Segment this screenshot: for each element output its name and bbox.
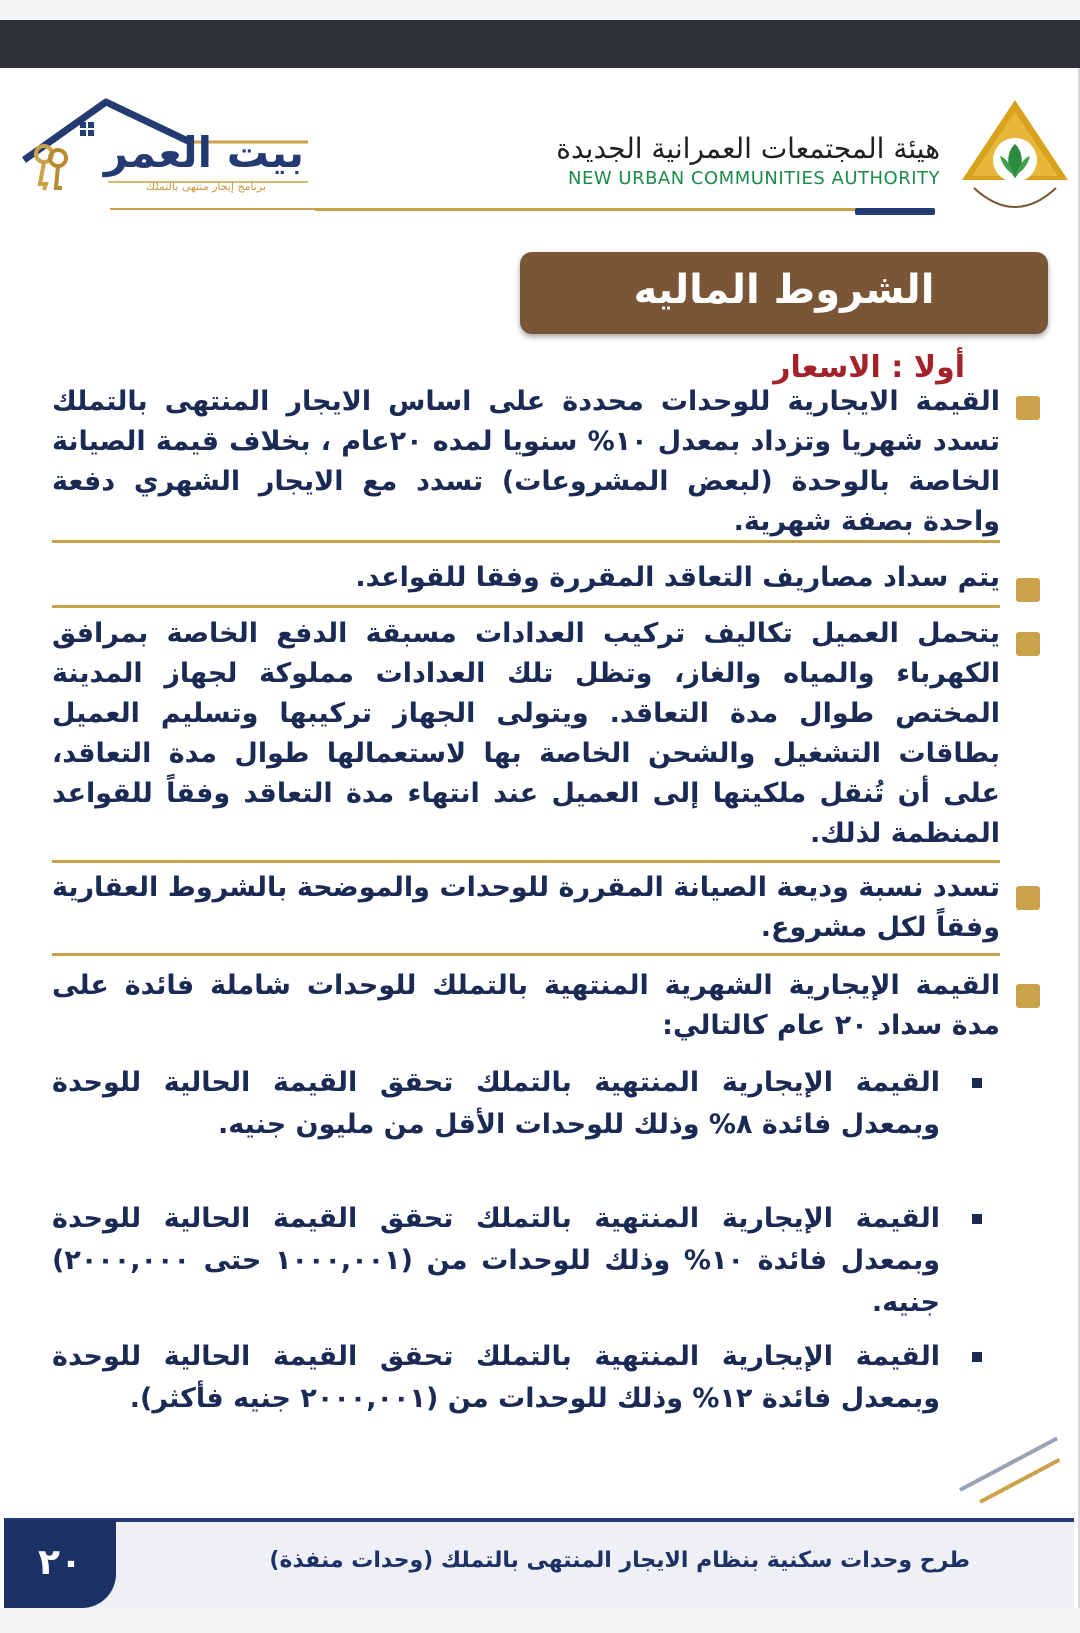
page-number: ٢٠ <box>38 1542 82 1583</box>
bullet-icon <box>1016 578 1040 602</box>
page-title: الشروط الماليه <box>633 267 935 313</box>
footer-text: طرح وحدات سكنية بنظام الايجار المنتهى بالتملك (وحدات منفذة) <box>269 1548 970 1573</box>
paragraph-contract-fees: يتم سداد مصاريف التعاقد المقررة وفقا للقواعد. <box>355 562 1000 593</box>
authority-name-ar: هيئة المجتمعات العمرانية الجديدة <box>556 132 940 165</box>
bottom-strip <box>0 1608 1080 1633</box>
divider <box>52 953 1000 956</box>
top-strip <box>0 0 1080 20</box>
sub-item-rate-8: القيمة الإيجارية المنتهية بالتملك تحقق القيمة الحالية للوحدة وبمعدل فائدة ٨% وذلك للوحدات الأقل من مليون جنيه. <box>52 1067 940 1140</box>
bullet-icon <box>1016 984 1040 1008</box>
bullet-icon <box>1016 396 1040 420</box>
header-divider <box>315 208 875 211</box>
divider <box>52 860 1000 863</box>
paragraph-maintenance-deposit: تسدد نسبة وديعة الصيانة المقررة للوحدات والموضحة بالشروط العقارية وفقاً لكل مشروع. <box>52 872 1000 943</box>
nuca-seal-icon <box>960 98 1070 228</box>
nuca-logo <box>960 98 1070 228</box>
top-bar <box>0 20 1080 68</box>
brand-title: بيت العمر <box>103 128 305 177</box>
paragraph-monthly-rent: القيمة الإيجارية الشهرية المنتهية بالتملك للوحدات شاملة فائدة على مدة سداد ٢٠ عام كالتالي: <box>52 970 1000 1041</box>
decorative-line <box>979 1458 1060 1504</box>
sub-bullet-icon <box>972 1214 982 1224</box>
sub-bullet-icon <box>972 1352 982 1362</box>
divider <box>52 605 1000 608</box>
page-number-box <box>4 1520 116 1608</box>
sub-item-rate-10: القيمة الإيجارية المنتهية بالتملك تحقق القيمة الحالية للوحدة وبمعدل فائدة ١٠% وذلك للوحدات من (١٠٠٠,٠٠١ حتى ٢٠٠٠,٠٠٠) جنيه. <box>52 1203 940 1318</box>
bullet-icon <box>1016 632 1040 656</box>
brand-subtitle: برنامج إيجار منتهى بالتملك <box>145 180 267 193</box>
header-divider-accent <box>855 208 935 215</box>
header-divider-left <box>110 208 316 210</box>
sub-bullet-icon <box>972 1078 982 1088</box>
paragraph-meters: يتحمل العميل تكاليف تركيب العدادات مسبقة الدفع الخاصة بمرافق الكهرباء والمياه والغاز، وتظل تلك العدادات مملوكة لجهاز المدينة المختص طوال مدة التعاقد. ويتولى الجهاز تركيبها وتسليم العميل بطاقات التشغيل والشحن الخاصة بها لاستعمالها طوال مدة التعاقد، على أن تُنقل ملكيتها إلى العميل عند انتهاء مدة التعاقد وفقاً للقواعد المنظمة لذلك. <box>52 618 1000 849</box>
bullet-icon <box>1016 886 1040 910</box>
divider <box>52 540 1000 543</box>
paragraph-rent-value: القيمة الايجارية للوحدات محددة على اساس الايجار المنتهى بالتملك تسدد شهريا وتزداد بمعدل ١٠% سنويا لمده ٢٠عام ، بخلاف قيمة الصيانة الخاصة بالوحدة (لبعض المشروعات) تسدد مع الايجار الشهري دفعة واحدة بصفة شهرية. <box>52 386 1000 537</box>
sub-item-rate-12: القيمة الإيجارية المنتهية بالتملك تحقق القيمة الحالية للوحدة وبمعدل فائدة ١٢% وذلك للوحدات من (٢٠٠٠,٠٠١ جنيه فأكثر). <box>52 1341 940 1414</box>
section-title-box <box>520 252 1048 334</box>
authority-name-en: NEW URBAN COMMUNITIES AUTHORITY <box>568 168 940 189</box>
section-heading: أولا : الاسعار <box>773 350 965 385</box>
